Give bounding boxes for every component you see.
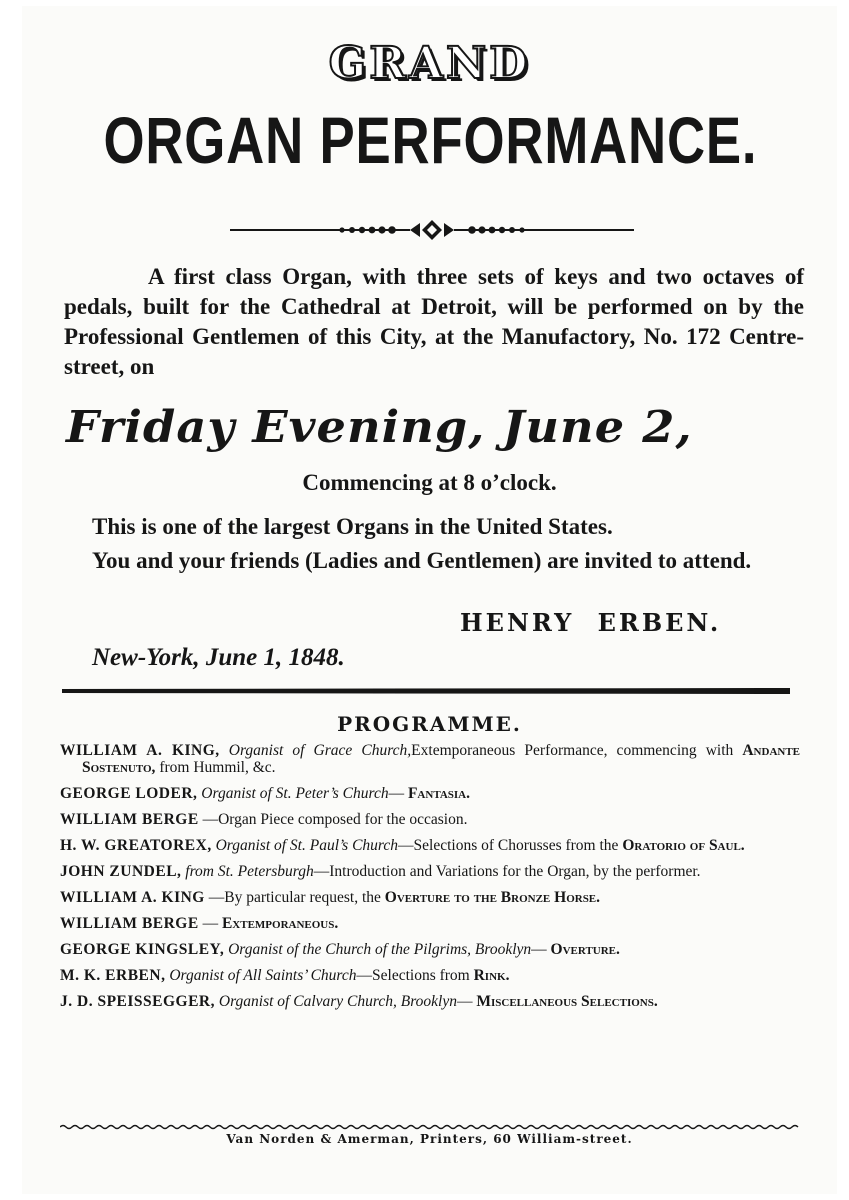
programme-item	[60, 785, 800, 802]
performer-name: J. D. SPEISSEGGER,	[60, 993, 216, 1010]
performer-name: GEORGE LODER,	[60, 785, 198, 802]
performer-role: Organist of Calvary Church, Brooklyn	[218, 993, 457, 1010]
programme-item	[60, 915, 800, 932]
piece-text: —	[456, 993, 473, 1010]
intro-paragraph: A first class Organ, with three sets of keys and two octaves of pedals, built for the Cathedral at Detroit, will be performed on by the Professional Gentlemen of this City, at the Manufactory, No. 172 Centre-street, on	[64, 264, 804, 379]
performer-name: H. W. GREATOREX,	[60, 837, 212, 854]
performer-role: from St. Petersburgh	[185, 863, 314, 880]
programme-title: PROGRAMME.	[337, 712, 522, 736]
piece-title: Extemporaneous.	[221, 915, 339, 932]
piece-title: Oratorio of Saul.	[622, 837, 745, 854]
performer-name: WILLIAM A. KING	[60, 889, 205, 906]
piece-text: —Organ Piece composed for the occasion.	[202, 811, 468, 828]
performer-name: WILLIAM A. KING,	[60, 742, 220, 759]
organ-claim: This is one of the largest Organs in the United States.	[92, 514, 613, 539]
event-date: Friday Evening, June 2,	[66, 402, 693, 453]
signature: HENRY ERBEN.	[460, 608, 722, 637]
performer-role: Organist of St. Paul’s Church	[215, 837, 399, 854]
piece-title: Fantasia.	[407, 785, 471, 802]
piece-text: —	[388, 785, 405, 802]
piece-title: Miscellaneous Selections.	[476, 993, 658, 1010]
programme-item	[60, 811, 800, 828]
invitation: You and your friends (Ladies and Gentlemen) are invited to attend.	[92, 548, 752, 573]
piece-text: —	[531, 941, 547, 958]
piece-text: Extemporaneous Performance, commencing with	[411, 742, 734, 759]
wavy-rule-divider	[60, 1122, 800, 1132]
performer-role: Organist of All Saints’ Church	[169, 967, 357, 984]
programme-item	[60, 941, 800, 958]
piece-title: Rink.	[473, 967, 510, 984]
piece-text: —By particular request, the	[208, 889, 381, 906]
performer-role: Organist of the Church of the Pilgrims, Brooklyn	[228, 941, 532, 958]
title-grand: GRAND	[328, 38, 531, 89]
ornamental-divider-icon	[222, 218, 642, 242]
performer-role: Organist of Grace Church,	[228, 742, 412, 759]
performer-name: JOHN ZUNDEL,	[60, 863, 182, 880]
performer-name: WILLIAM BERGE	[60, 811, 199, 828]
programme-item	[60, 837, 800, 854]
piece-text: —	[202, 915, 219, 932]
programme-item	[60, 993, 800, 1010]
piece-title: Overture to the Bronze Horse.	[384, 889, 601, 906]
poster	[22, 6, 837, 1194]
performer-role: Organist of St. Peter’s Church	[201, 785, 389, 802]
performer-name: WILLIAM BERGE	[60, 915, 199, 932]
piece-text: —Selections of Chorusses from the	[398, 837, 619, 854]
piece-title: Overture.	[550, 941, 620, 958]
printer-credit: Van Norden & Amerman, Printers, 60 William-street.	[226, 1132, 633, 1146]
place-and-date: New-York, June 1, 1848.	[92, 644, 345, 671]
programme-item	[60, 967, 800, 984]
start-time: Commencing at 8 o’clock.	[302, 470, 557, 495]
piece-text: —Selections from	[356, 967, 470, 984]
programme-list	[60, 742, 800, 1019]
piece-text: —Introduction and Variations for the Organ, by the performer.	[313, 863, 701, 880]
thick-rule-divider	[62, 686, 790, 696]
performer-name: M. K. ERBEN,	[60, 967, 166, 984]
title-organ-performance: ORGAN PERFORMANCE.	[103, 103, 758, 177]
piece-title: Andante Sostenuto,	[82, 742, 801, 776]
piece-note: from Hummil, &c.	[159, 759, 276, 776]
performer-name: GEORGE KINGSLEY,	[60, 941, 225, 958]
programme-item	[60, 863, 800, 880]
programme-item	[60, 889, 800, 906]
programme-item	[60, 742, 800, 776]
